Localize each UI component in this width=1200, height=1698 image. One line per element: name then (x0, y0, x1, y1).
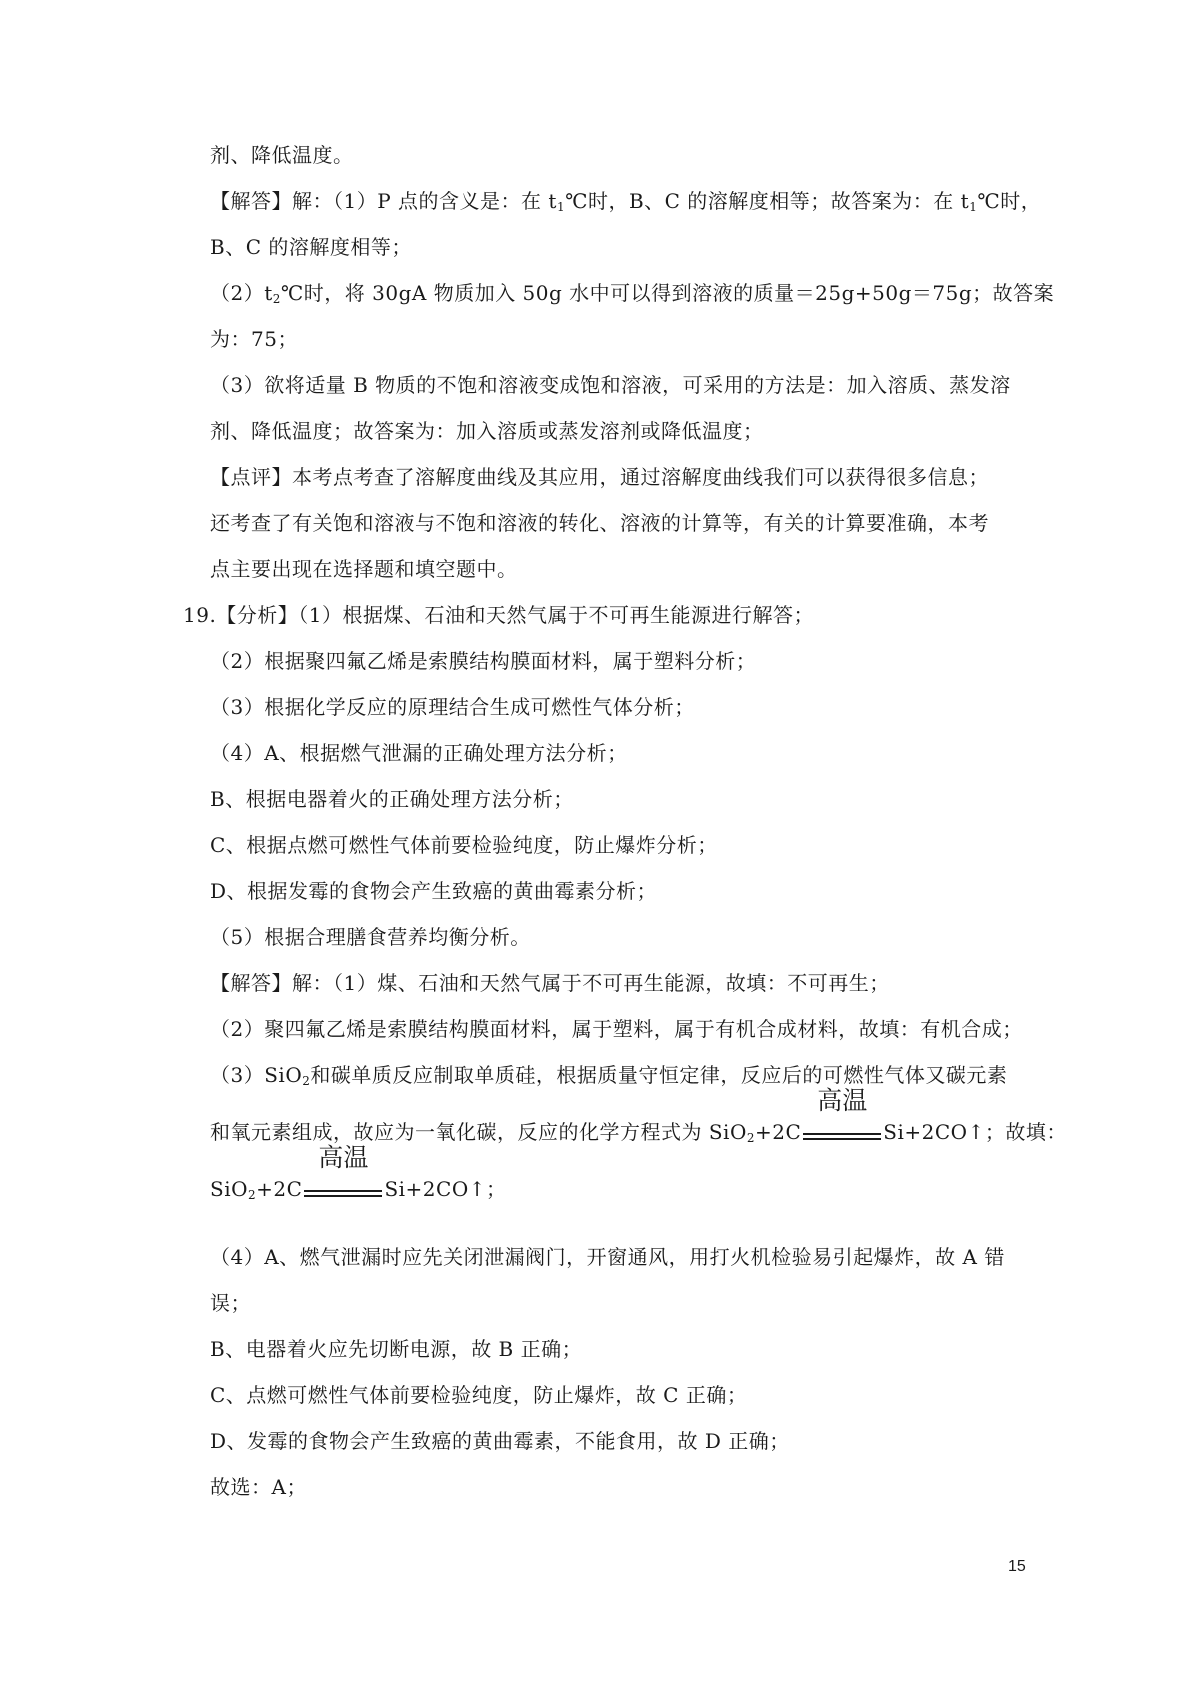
text-span: （4）A、根据燃气泄漏的正确处理方法分析； (210, 741, 628, 765)
subscript: 2 (302, 1074, 311, 1088)
text-span: （3）SiO (210, 1063, 303, 1087)
text-line (210, 1289, 251, 1317)
text-line (210, 417, 764, 445)
subscript: 2 (746, 1131, 755, 1145)
text-span: 【解答】解：（1）P 点的含义是：在 t (210, 189, 557, 213)
text-line (210, 325, 298, 353)
text-line (210, 555, 518, 583)
text-span: +2C (755, 1120, 802, 1144)
reaction-condition-arrow (302, 1143, 384, 1203)
text-span: 故选：A； (210, 1475, 307, 1499)
text-span: （2）聚四氟乙烯是索膜结构膜面材料，属于塑料，属于有机合成材料，故填：有机合成； (210, 1017, 1023, 1041)
text-line (210, 877, 657, 905)
text-line (210, 647, 756, 675)
text-span: SiO (210, 1177, 248, 1201)
text-span: 剂、降低温度。 (210, 143, 354, 167)
text-line (210, 371, 1011, 399)
reaction-condition: 高温 (817, 1086, 868, 1115)
text-line (210, 739, 628, 767)
text-line (210, 1015, 1023, 1043)
reaction-condition-arrow (801, 1086, 883, 1146)
text-span: 【解答】解：（1）煤、石油和天然气属于不可再生能源，故填：不可再生； (210, 971, 890, 995)
text-span: 19.【分析】（1）根据煤、石油和天然气属于不可再生能源进行解答； (183, 603, 815, 627)
text-line (210, 233, 412, 261)
text-line (210, 1427, 790, 1455)
question-19-heading (183, 601, 814, 629)
text-span: ℃时， (977, 189, 1042, 213)
text-line (210, 693, 695, 721)
subscript: 2 (272, 292, 281, 306)
text-line (210, 1243, 1005, 1271)
text-span: ℃时，B、C 的溶解度相等；故答案为：在 t (565, 189, 970, 213)
text-span: +2C (256, 1177, 303, 1201)
text-line (210, 923, 531, 951)
text-span: 和碳单质反应制取单质硅，根据质量守恒定律，反应后的可燃性气体又碳元素 (310, 1063, 1008, 1087)
text-line (210, 279, 1054, 307)
text-span: D、根据发霉的食物会产生致癌的黄曲霉素分析； (210, 879, 658, 903)
text-span: B、电器着火应先切断电源，故 B 正确； (210, 1337, 583, 1361)
equals-bar (304, 1190, 382, 1192)
text-span: （3）欲将适量 B 物质的不饱和溶液变成饱和溶液，可采用的方法是：加入溶质、蒸发溶 (210, 373, 1011, 397)
text-line (210, 1381, 747, 1409)
page-number: 15 (1008, 1558, 1026, 1575)
answer-line-1 (210, 187, 1041, 215)
text-span: 为：75； (210, 327, 298, 351)
text-span: （2）根据聚四氟乙烯是索膜结构膜面材料，属于塑料分析； (210, 649, 757, 673)
equals-bar (803, 1138, 881, 1140)
subscript: 2 (248, 1188, 257, 1202)
equation-line-1 (210, 1086, 1067, 1146)
text-span: Si+2CO↑； (384, 1177, 507, 1201)
text-line (210, 831, 718, 859)
text-span: B、根据电器着火的正确处理方法分析； (210, 787, 574, 811)
text-span: B、C 的溶解度相等； (210, 235, 412, 259)
text-span: （5）根据合理膳食营养均衡分析。 (210, 925, 531, 949)
subscript: 1 (969, 200, 978, 214)
text-line (210, 509, 989, 537)
text-span: （3）根据化学反应的原理结合生成可燃性气体分析； (210, 695, 695, 719)
answer-line-2 (210, 969, 890, 997)
text-line (210, 141, 354, 169)
equals-bar (803, 1133, 881, 1135)
text-span: 误； (210, 1291, 251, 1315)
text-span: 【点评】本考点考查了溶解度曲线及其应用，通过溶解度曲线我们可以获得很多信息； (210, 465, 989, 489)
text-line (210, 1473, 307, 1501)
text-span: C、根据点燃可燃性气体前要检验纯度，防止爆炸分析； (210, 833, 718, 857)
text-span: 剂、降低温度；故答案为：加入溶质或蒸发溶剂或降低温度； (210, 419, 764, 443)
comment-line (210, 463, 989, 491)
text-span: （4）A、燃气泄漏时应先关闭泄漏阀门，开窗通风，用打火机检验易引起爆炸，故 A 错 (210, 1245, 1005, 1269)
subscript: 1 (556, 200, 566, 214)
text-span: 点主要出现在选择题和填空题中。 (210, 557, 518, 581)
equation-line-2 (210, 1143, 507, 1203)
text-span: 和氧元素组成，故应为一氧化碳，反应的化学方程式为 SiO (210, 1120, 747, 1144)
text-span: ℃时，将 30gA 物质加入 50g 水中可以得到溶液的质量＝25g+50g＝75g；故答案 (280, 281, 1055, 305)
text-line (210, 1061, 1007, 1089)
equals-bar (304, 1195, 382, 1197)
text-span: D、发霉的食物会产生致癌的黄曲霉素，不能食用，故 D 正确； (210, 1429, 790, 1453)
text-line (210, 1335, 582, 1363)
reaction-condition: 高温 (318, 1143, 369, 1172)
text-span: （2）t (210, 281, 273, 305)
text-span: Si+2CO↑；故填： (883, 1120, 1067, 1144)
text-span: 还考查了有关饱和溶液与不饱和溶液的转化、溶液的计算等，有关的计算要准确，本考 (210, 511, 989, 535)
text-span: C、点燃可燃性气体前要检验纯度，防止爆炸，故 C 正确； (210, 1383, 748, 1407)
text-line (210, 785, 574, 813)
